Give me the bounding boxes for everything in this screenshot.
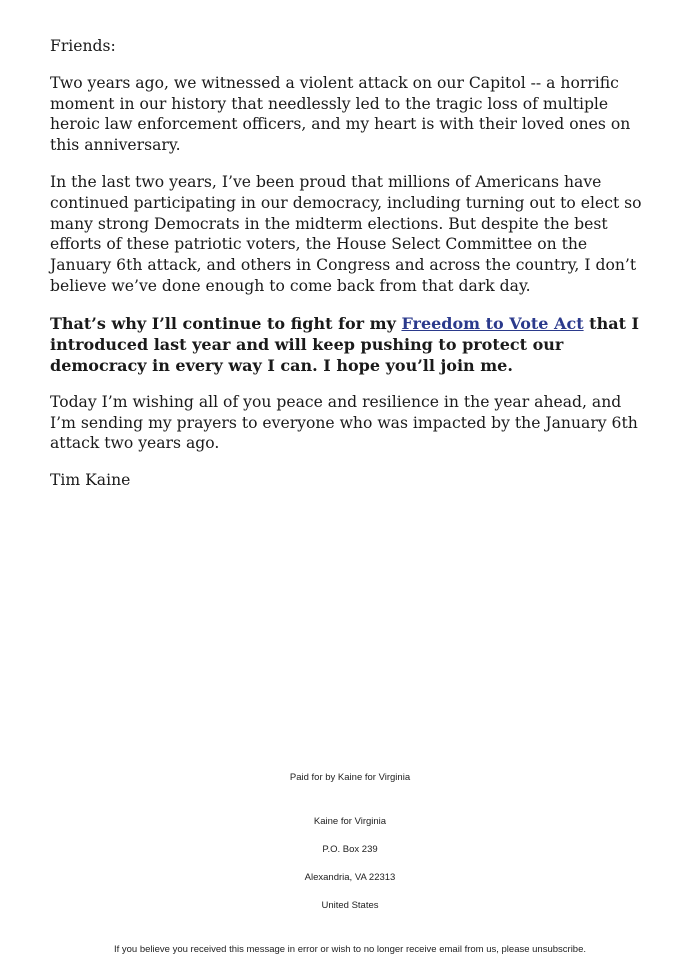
- letter-body: [50, 36, 650, 507]
- po-box: P.O. Box 239: [322, 844, 378, 855]
- unsubscribe-notice[interactable]: If you believe you received this message in error or wish to no longer receive email from us, please unsubscribe.: [113, 944, 587, 955]
- paragraph-wishes: Today I’m wishing all of you peace and resilience in the year ahead, and I’m sending my prayers to everyone who was impacted by the January 6th attack two years ago.: [50, 392, 638, 453]
- paragraph-anniversary: Two years ago, we witnessed a violent attack on our Capitol -- a horrific moment in our history that needlessly led to the tragic loss of multiple heroic law enforcement officers, and my heart is with their loved ones on this anniversary.: [50, 73, 631, 155]
- paragraph-3-lead: That’s why I’ll continue to fight for my: [50, 313, 402, 333]
- signature: Tim Kaine: [50, 471, 131, 490]
- paragraph-freedom-to-vote: [50, 313, 650, 376]
- country: United States: [321, 900, 379, 911]
- greeting: Friends:: [50, 37, 116, 55]
- org-name: Kaine for Virginia: [313, 816, 387, 827]
- city-state-zip: Alexandria, VA 22313: [304, 872, 396, 883]
- paragraph-democracy: In the last two years, I’ve been proud that millions of Americans have continued participating in our democracy, including turning out to elect so many strong Democrats in the midterm elections. But despite the best efforts of these patriotic voters, the House Select Committee on the January 6th attack, and others in Congress and across the country, I don’t believe we’ve done enough to come back from that dark day.: [50, 172, 642, 295]
- paid-for-disclaimer: Paid for by Kaine for Virginia: [289, 772, 411, 783]
- paragraph-3-tail: that I introduced last year and will keep pushing to protect our democracy in every way I can. I hope you’ll join me.: [50, 313, 640, 375]
- freedom-to-vote-act-link[interactable]: Freedom to Vote Act: [401, 313, 584, 333]
